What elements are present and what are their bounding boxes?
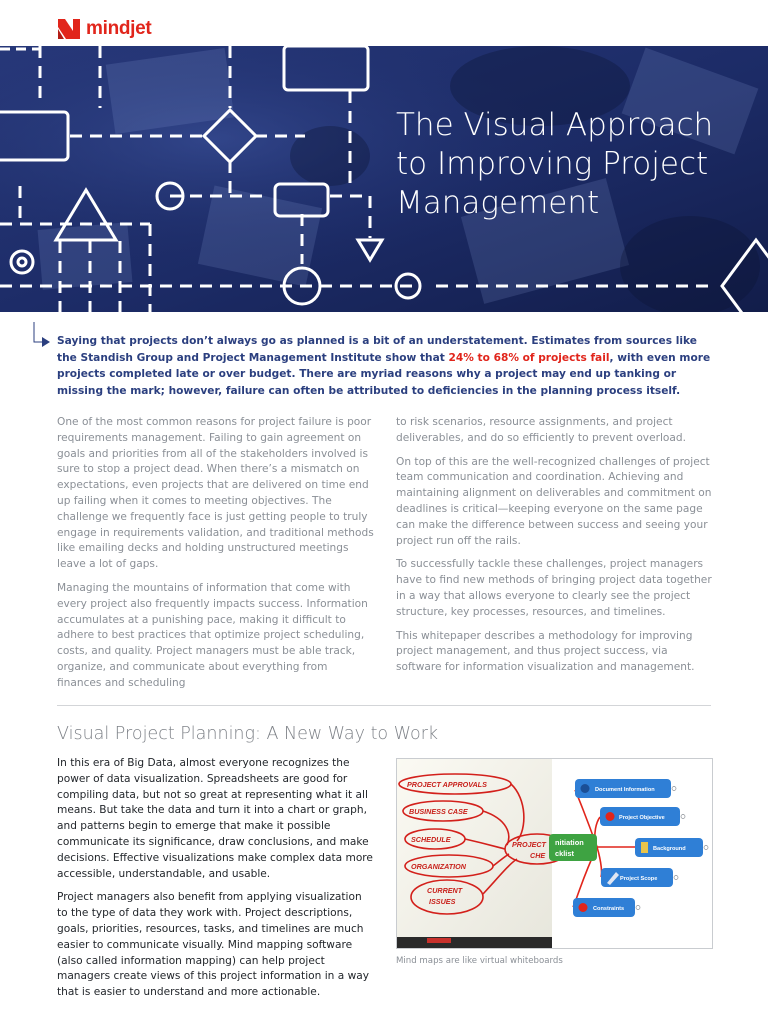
branch-document-information: Document Information (595, 787, 655, 793)
branch-background: Background (653, 846, 686, 852)
right-paragraph-1: to risk scenarios, resource assignments, and project deliverables, and do so efficiently to prevent overload. (396, 416, 686, 444)
mindjet-logo-icon (58, 19, 80, 39)
section-body (57, 756, 375, 1009)
section-paragraph-1: In this era of Big Data, almost everyone recognizes the power of data visualization. Spreadsheets are good for compiling data, but not so great at representing what it all means. But take the data and turn it into a chart or graph, and patterns begin to emerge that make it possible communicate its significance, draw conclusions, and make decisions. Effective visualizations make complex data more accessible, understandable, and usable. (57, 757, 373, 880)
mind-map-center-line-1: nitiation (555, 838, 584, 847)
whiteboard-label-approvals: PROJECT APPROVALS (407, 780, 487, 789)
section-divider (57, 705, 711, 706)
lead-text-1: Saying that projects don’t always go as planned is a bit of an understatement. Estimates from sources like the Standish Group and Project Management Institute show that (57, 335, 697, 364)
whiteboard-label-schedule: SCHEDULE (411, 835, 451, 844)
whiteboard-label-che: CHE (530, 851, 546, 860)
hero-title-line-2: to Improving Project (396, 146, 709, 182)
mind-map-figure (396, 758, 713, 949)
left-column (57, 415, 375, 700)
hero-title-line-3: Management (396, 185, 600, 221)
section-title: Visual Project Planning: A New Way to Work (57, 724, 439, 744)
right-paragraph-4: This whitepaper describes a methodology for improving project management, and thus project success, via software for information visualization and management. (396, 629, 695, 674)
hero-title (396, 106, 756, 223)
branch-project-objective: Project Objective (619, 815, 665, 821)
lead-paragraph (57, 333, 711, 399)
left-paragraph-2: Managing the mountains of information that come with every project also frequently impacts success. Information accumulates at a punishing pace, making it difficult to adhere to best practices that optimize project scheduling, costs, and quality. Project managers must be able track, organize, and communicate about everything from finances and scheduling (57, 581, 368, 689)
mind-map-image (397, 759, 712, 948)
figure-caption: Mind maps are like virtual whiteboards (396, 956, 563, 966)
section-paragraph-2: Project managers also benefit from applying visualization to the type of data they work with. Project descriptions, goals, priorities, resources, tasks, and timelines are much easier to communicate visually. Mind mapping software (also called information mapping) can help project managers create views of this project information in a way that is easier to understand and more actionable. (57, 891, 370, 999)
brand-logo (58, 18, 151, 40)
mind-map-center-line-2: cklist (555, 849, 574, 858)
left-paragraph-1: One of the most common reasons for project failure is poor requirements management. Failing to gain agreement on goals and priorities from all of the stakeholders involved is sure to stop a project dead. When there’s a mismatch on expectations, even projects that are delivered on time end up failing when it comes to meeting objectives. The challenge we frequently face is just getting people to truly engage in requirements validation, and traditional methods like emailing decks and holding unstructured meetings leave a lot of gaps. (57, 416, 374, 571)
branch-constraints: Constraints (593, 906, 625, 912)
whiteboard-label-project: PROJECT (512, 840, 546, 849)
branch-project-scope: Project Scope (620, 876, 658, 882)
whiteboard-label-business-case: BUSINESS CASE (409, 807, 468, 816)
whiteboard-label-issues: ISSUES (429, 897, 456, 906)
lead-text-2: , with even more projects completed late or over budget. There are myriad reasons why a project may end up tanking or missing the mark; however, failure can often be attributed to deficiencies in the planning process itself. (57, 351, 711, 397)
lead-highlight: 24% to 68% of projects fail (448, 351, 610, 364)
whiteboard-label-organization: ORGANIZATION (411, 862, 466, 871)
hero-banner (0, 46, 768, 312)
lead-arrow-icon (0, 322, 52, 348)
brand-name: mindjet (86, 18, 152, 39)
right-paragraph-3: To successfully tackle these challenges, project managers have to find new methods of bringing project data together in a way that allows everyone to clearly see the project structure, key processes, resources, and timelines. (396, 558, 712, 618)
right-paragraph-2: On top of this are the well-recognized challenges of project team communication and coordination. Achieving and maintaining alignment on deliverables and commitment on deadlines is critical—keeping everyone on the same page can make the difference between success and seeing your project run off the rails. (396, 455, 712, 547)
right-column (396, 415, 714, 684)
whiteboard-label-current: CURRENT (427, 886, 463, 895)
hero-title-line-1: The Visual Approach (396, 107, 714, 143)
